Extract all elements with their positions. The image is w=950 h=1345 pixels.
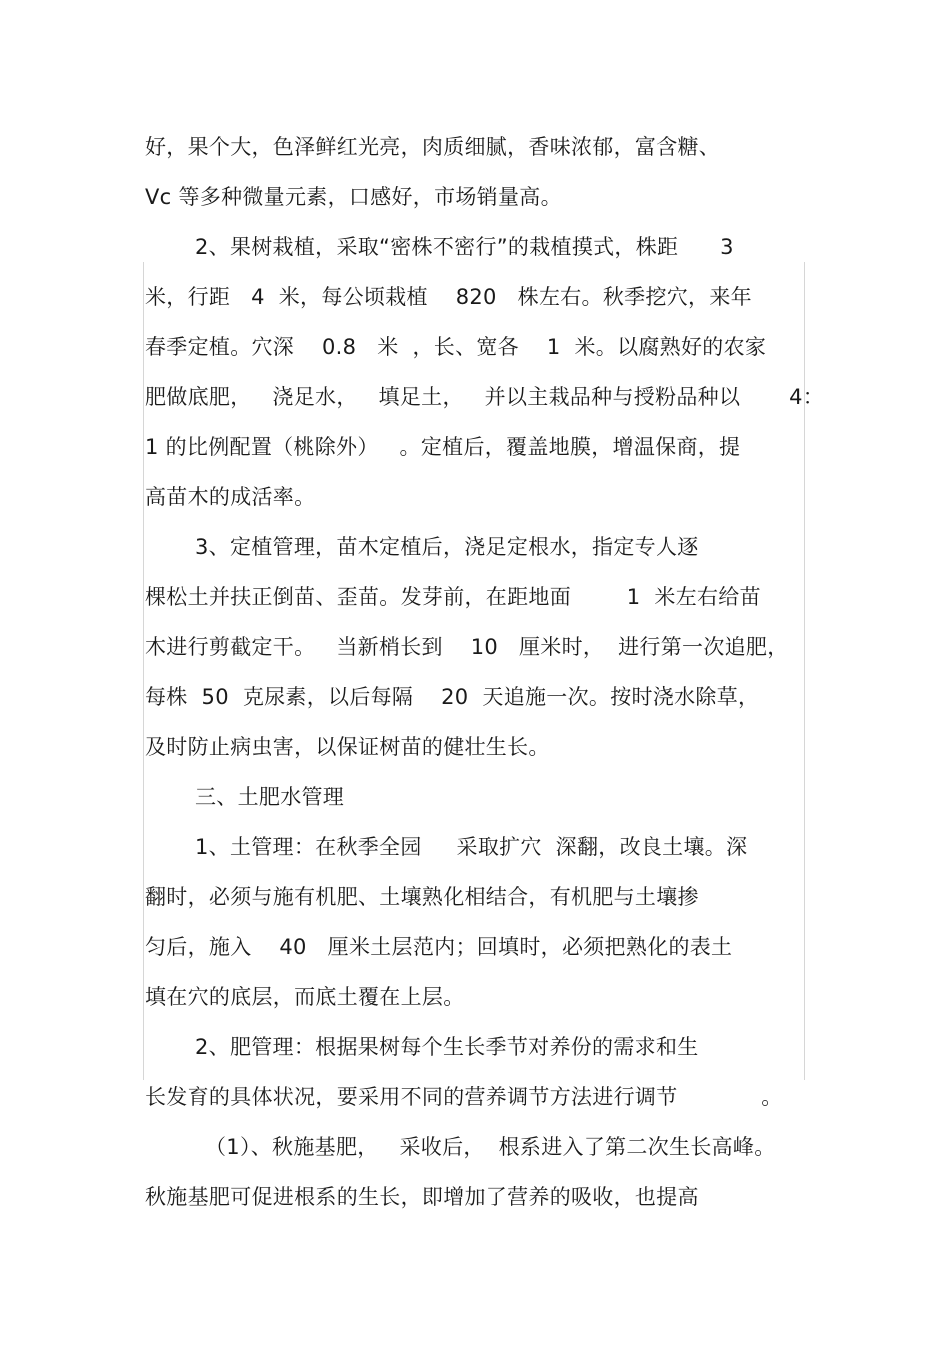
paragraph-line: 填在穴的底层，而底土覆在上层。 [145, 985, 465, 1009]
paragraph-line: 长发育的具体状况，要采用不同的营养调节方法进行调节 。 [145, 1085, 783, 1109]
paragraph-line: Vc 等多种微量元素，口感好，市场销量高。 [145, 185, 562, 209]
paragraph-line: 每株 50 克尿素，以后每隔 20 天追施一次。按时浇水除草， [145, 685, 760, 709]
paragraph-line: 2、果树栽植，采取“密株不密行”的栽植摸式，株距 3 [195, 235, 734, 259]
paragraph-line: 2、肥管理：根据果树每个生长季节对养份的需求和生 [195, 1035, 699, 1059]
paragraph-line: 3、定植管理，苗木定植后，浇足定根水，指定专人逐 [195, 535, 699, 559]
section-heading: 三、土肥水管理 [195, 785, 345, 809]
paragraph-line: 高苗木的成活率。 [145, 485, 316, 509]
paragraph-line: 棵松土并扶正倒苗、歪苗。发芽前，在距地面 1 米左右给苗 [145, 585, 761, 609]
paragraph-line: 翻时，必须与施有机肥、土壤熟化相结合，有机肥与土壤掺 [145, 885, 699, 909]
text-frame-left-border [143, 262, 144, 1080]
paragraph-line: 匀后，施入 40 厘米土层范内；回填时，必须把熟化的表土 [145, 935, 733, 959]
paragraph-line: 米，行距 4 米，每公顷栽植 820 株左右。秋季挖穴，来年 [145, 285, 752, 309]
paragraph-line: （1）、秋施基肥， 采收后， 根系进入了第二次生长高峰。 [205, 1135, 776, 1159]
paragraph-line: 肥做底肥， 浇足水， 填足土， 并以主栽品种与授粉品种以 4： [145, 385, 825, 409]
paragraph-line: 及时防止病虫害，以保证树苗的健壮生长。 [145, 735, 550, 759]
paragraph-line: 1、土管理：在秋季全园 采取扩穴 深翻，改良土壤。深 [195, 835, 748, 859]
paragraph-line: 木进行剪截定干。 当新梢长到 10 厘米时， 进行第一次追肥， [145, 635, 789, 659]
paragraph-line: 秋施基肥可促进根系的生长，即增加了营养的吸收，也提高 [145, 1185, 699, 1209]
paragraph-line: 1 的比例配置（桃除外） 。定植后，覆盖地膜，增温保商，提 [145, 435, 741, 459]
paragraph-line: 春季定植。穴深 0.8 米 ，长、宽各 1 米。以腐熟好的农家 [145, 335, 767, 359]
paragraph-line: 好，果个大，色泽鲜红光亮，肉质细腻，香味浓郁，富含糖、 [145, 135, 721, 159]
